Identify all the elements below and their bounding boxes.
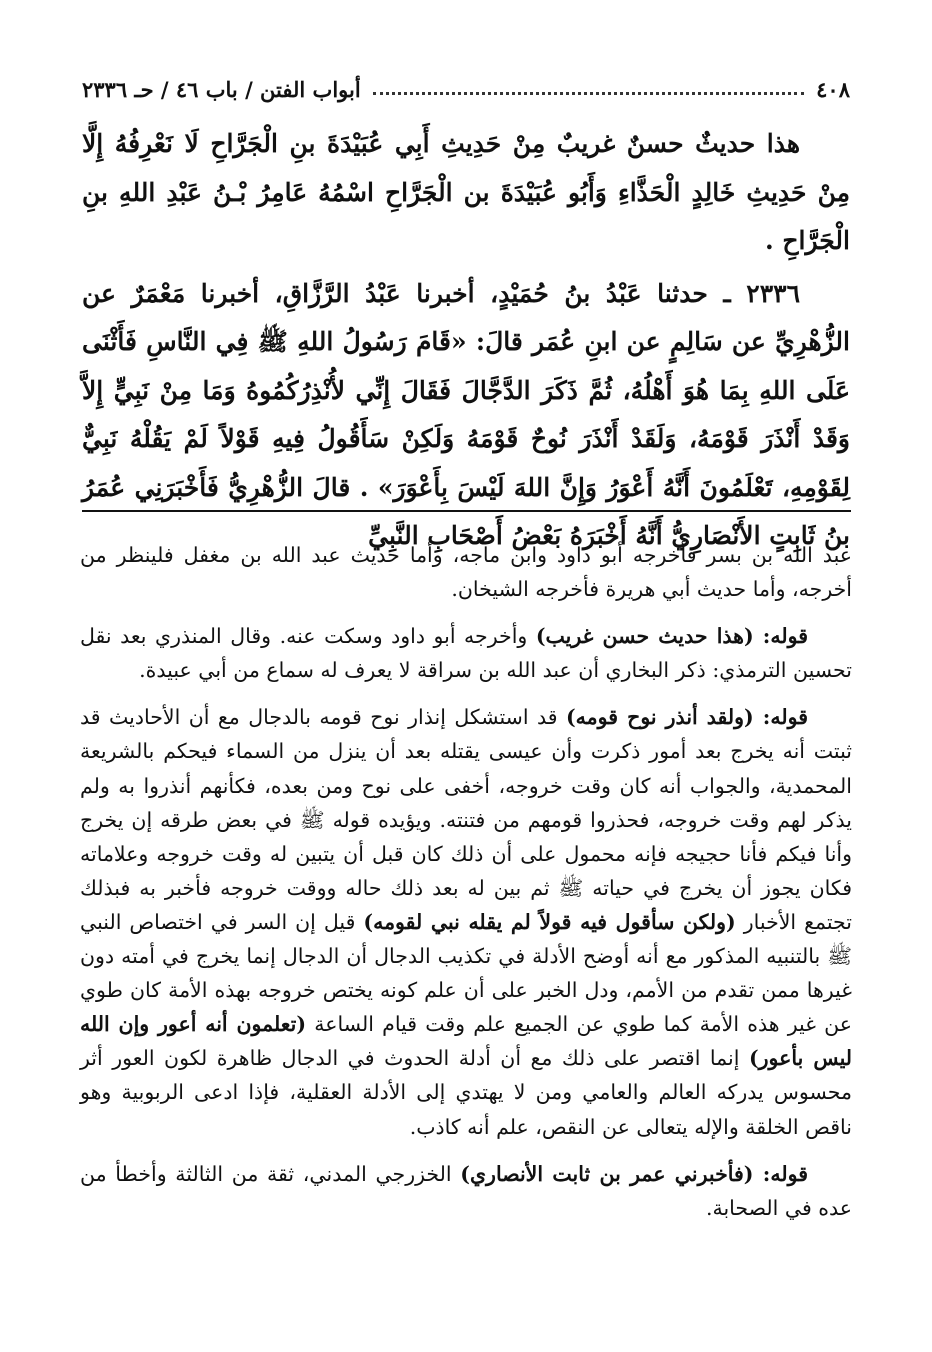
footnote-body: قيل إن السر في اختصاص النبي ﷺ بالتنبيه المذكور مع أنه أوضح الأدلة في تكذيب الدجال أن الدجال إنما يخرج في أمته دون غيرها ممن تقدم من الأمم، ودل الخبر على أن علم كونه يختص خروجه بهذه الأمة كان طوي عن غير هذه الأمة كما طوي عن الجميع علم وقت قيام الساعة xyxy=(80,909,852,1037)
hadith-paragraph xyxy=(82,270,850,561)
hadith-number: ٢٣٣٦ ـ xyxy=(723,278,800,308)
commentary-paragraph: هذا حديثٌ حسنٌ غريبٌ مِنْ حَدِيثِ أَبِي عُبَيْدَةَ بنِ الْجَرَّاحِ لَا نَعْرِفُهُ إِلَّا مِنْ حَدِيثِ خَالِدٍ الْحَذَّاءِ وَأَبُو عُبَيْدَةَ بن الْجَرَّاحِ اسْمُهُ عَامِرُ بْـنُ عَبْدِ اللهِ بنِ الْجَرَّاحِ . xyxy=(82,129,850,255)
footnote-quote: (تعلمون أنه أعور وإن الله ليس بأعور) xyxy=(80,1012,852,1071)
footnote-body: وأخرجه أبو داود وسكت عنه. وقال المنذري بعد نقل تحسين الترمذي: ذكر البخاري أن عبد الله بن سراقة لا يعرف له سماع من أبي عبيدة. xyxy=(80,624,852,683)
footnote-hasan-gharib xyxy=(80,619,852,687)
footnote-body: إنما اقتصر على ذلك مع أن أدلة الحدوث في الدجال ظاهرة لكون العور أثر محسوس يدركه العالم والعامي ومن لا يهتدي إلى الأدلة العقلية، فإذا ادعى الربوبية وهو ناقص الخلقة والإله يتعالى عن النقص، علم أنه كاذب. xyxy=(80,1046,852,1139)
footnote-body: الخزرجي المدني، ثقة من الثالثة وأخطأ من عده في الصحابة. xyxy=(80,1161,852,1220)
footnote-lead: قوله: (هذا حديث حسن غريب) xyxy=(535,624,809,649)
footnote-body: قد استشكل إنذار نوح قومه بالدجال مع أن الأحاديث قد ثبتت أنه يخرج بعد أمور ذكرت وأن عيسى يقتله بعد أن ينزل من السماء فيحكم بالشريعة المحمدية، والجواب أنه كان وقت خروجه، أخفى على نوح ومن بعده، فكأنهم أنذروا به ولم يذكر لهم وقت خروجه، فحذروا قومهم من فتنته. ويؤيده قوله ﷺ في بعض طرقه إن يخرج وأنا فيكم فأنا حجيجه فإنه محمول على أن ذلك كان قبل أن يتبين له وقت خروجه وعلاماته فكان يجوز أن يخرج في حياته ﷺ ثم بين له بعد ذلك حاله ووقت خروجه فأخبر به فبذلك تجتمع الأخبار xyxy=(80,705,852,934)
footnotes xyxy=(80,538,852,1238)
footnote-lead: قوله: (فأخبرني عمر بن ثابت الأنصاري) xyxy=(460,1161,808,1186)
footnote-separator xyxy=(82,510,851,512)
page-number: ٤٠٨ xyxy=(816,76,850,102)
footnote-lead: قوله: (ولقد أنذر نوح قومه) xyxy=(565,705,808,730)
page-header xyxy=(82,72,850,106)
hadith-text: حدثنا عَبْدُ بنُ حُمَيْدٍ، أخبرنا عَبْدُ الرَّزَّاقِ، أخبرنا مَعْمَرٌ عن الزُّهْرِيِّ عن سَالِمٍ عن ابنِ عُمَر قالَ: «قَامَ رَسُولُ اللهِ ﷺ فِي النَّاسِ فَأَثْنَى عَلَى اللهِ بِمَا هُوَ أَهْلُهُ، ثُمَّ ذَكَرَ الدَّجَّالَ فَقَالَ إِنِّي لأُنْذِرُكُمُوهُ وَمَا مِنْ نَبِيٍّ إِلاَّ وَقَدْ أَنْذَرَ قَوْمَهُ، وَلَقَدْ أَنْذَرَ نُوحٌ قَوْمَهُ وَلَكِنْ سَأَقُولُ فِيهِ قَوْلاً لَمْ يَقُلْهُ نَبِيٌّ لِقَوْمِهِ، تَعْلَمُونَ أَنَّهُ أَعْوَرُ وَإِنَّ اللهَ لَيْسَ بِأَعْوَرَ» . قالَ الزُّهْرِيُّ فَأَخْبَرَنِي عُمَرُ بنُ ثَابِتٍ الأَنْصَارِيُّ أَنَّهُ أَخْبَرَهُ بَعْضُ أَصْحَابِ النَّبِيِّ xyxy=(82,278,850,550)
header-dot-leader xyxy=(373,92,804,95)
footnote-umar-ibn-thabit xyxy=(80,1157,852,1225)
footnote-continuation: عبد الله بن بسر فأخرجه أبو داود وابن ماجه، وأما حديث عبد الله بن مغفل فلينظر من أخرجه، وأما حديث أبي هريرة فأخرجه الشيخان. xyxy=(80,543,852,602)
footnote-nuh-warning xyxy=(80,700,852,1143)
main-text xyxy=(82,120,850,561)
running-title: أبواب الفتن / باب ٤٦ / حـ ٢٣٣٦ xyxy=(82,76,361,102)
footnote-quote: (ولكن سأقول فيه قولاً لم يقله نبي لقومه) xyxy=(363,909,736,934)
